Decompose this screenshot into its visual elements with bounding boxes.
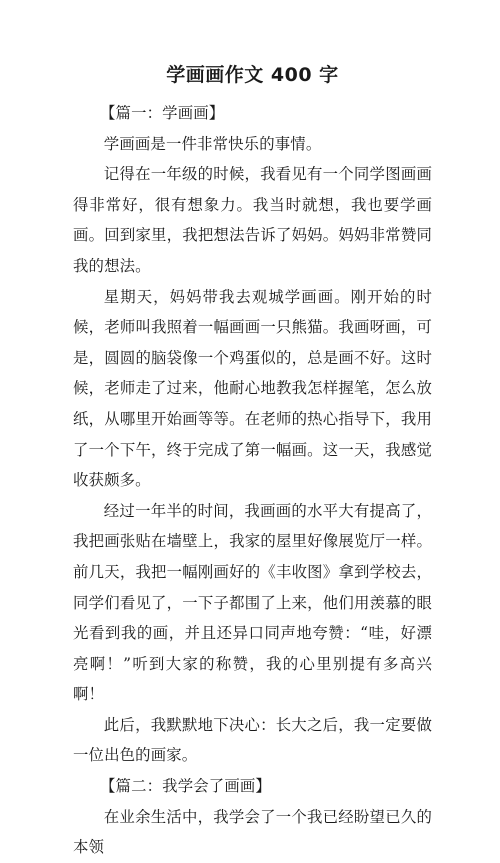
paragraph-3: 星期天，妈妈带我去观城学画画。刚开始的时候，老师叫我照着一幅画画一只熊猫。我画呀画，可是，圆圆的脑袋像一个鸡蛋似的，总是画不好。这时候，老师走了过来，他耐心地教我怎样握笔，怎么放纸，从哪里开始画等等。在老师的热心指导下，我用了一个下午，终于完成了第一幅画。这一天，我感觉收获颇多。 <box>73 287 432 490</box>
section-heading-2: 【篇二：我学会了画画】 <box>100 777 271 796</box>
paragraph-5: 此后，我默默地下决心：长大之后，我一定要做一位出色的画家。 <box>73 715 432 765</box>
document-title: 学画画作文 400 字 <box>166 64 339 86</box>
paragraph-6: 在业余生活中，我学会了一个我已经盼望已久的本领 <box>73 807 432 857</box>
section-heading-1: 【篇一：学画画】 <box>100 104 225 122</box>
paragraph-4: 经过一年半的时间，我画画的水平大有提高了，我把画张贴在墙壁上，我家的屋里好像展览厅一样。前几天，我把一幅刚画好的《丰收图》拿到学校去，同学们看见了，一下子都围了上来，他们用羡慕的眼光看到我的画，并且还异口同声地夸赞：“哇，好漂亮啊！”听到大家的称赞，我的心里别提有多高兴啊！ <box>73 501 432 704</box>
paragraph-2: 记得在一年级的时候，我看见有一个同学图画画得非常好，很有想象力。我当时就想，我也要学画画。回到家里，我把想法告诉了妈妈。妈妈非常赞同我的想法。 <box>73 165 432 275</box>
paragraph-1: 学画画是一件非常快乐的事情。 <box>103 134 322 153</box>
